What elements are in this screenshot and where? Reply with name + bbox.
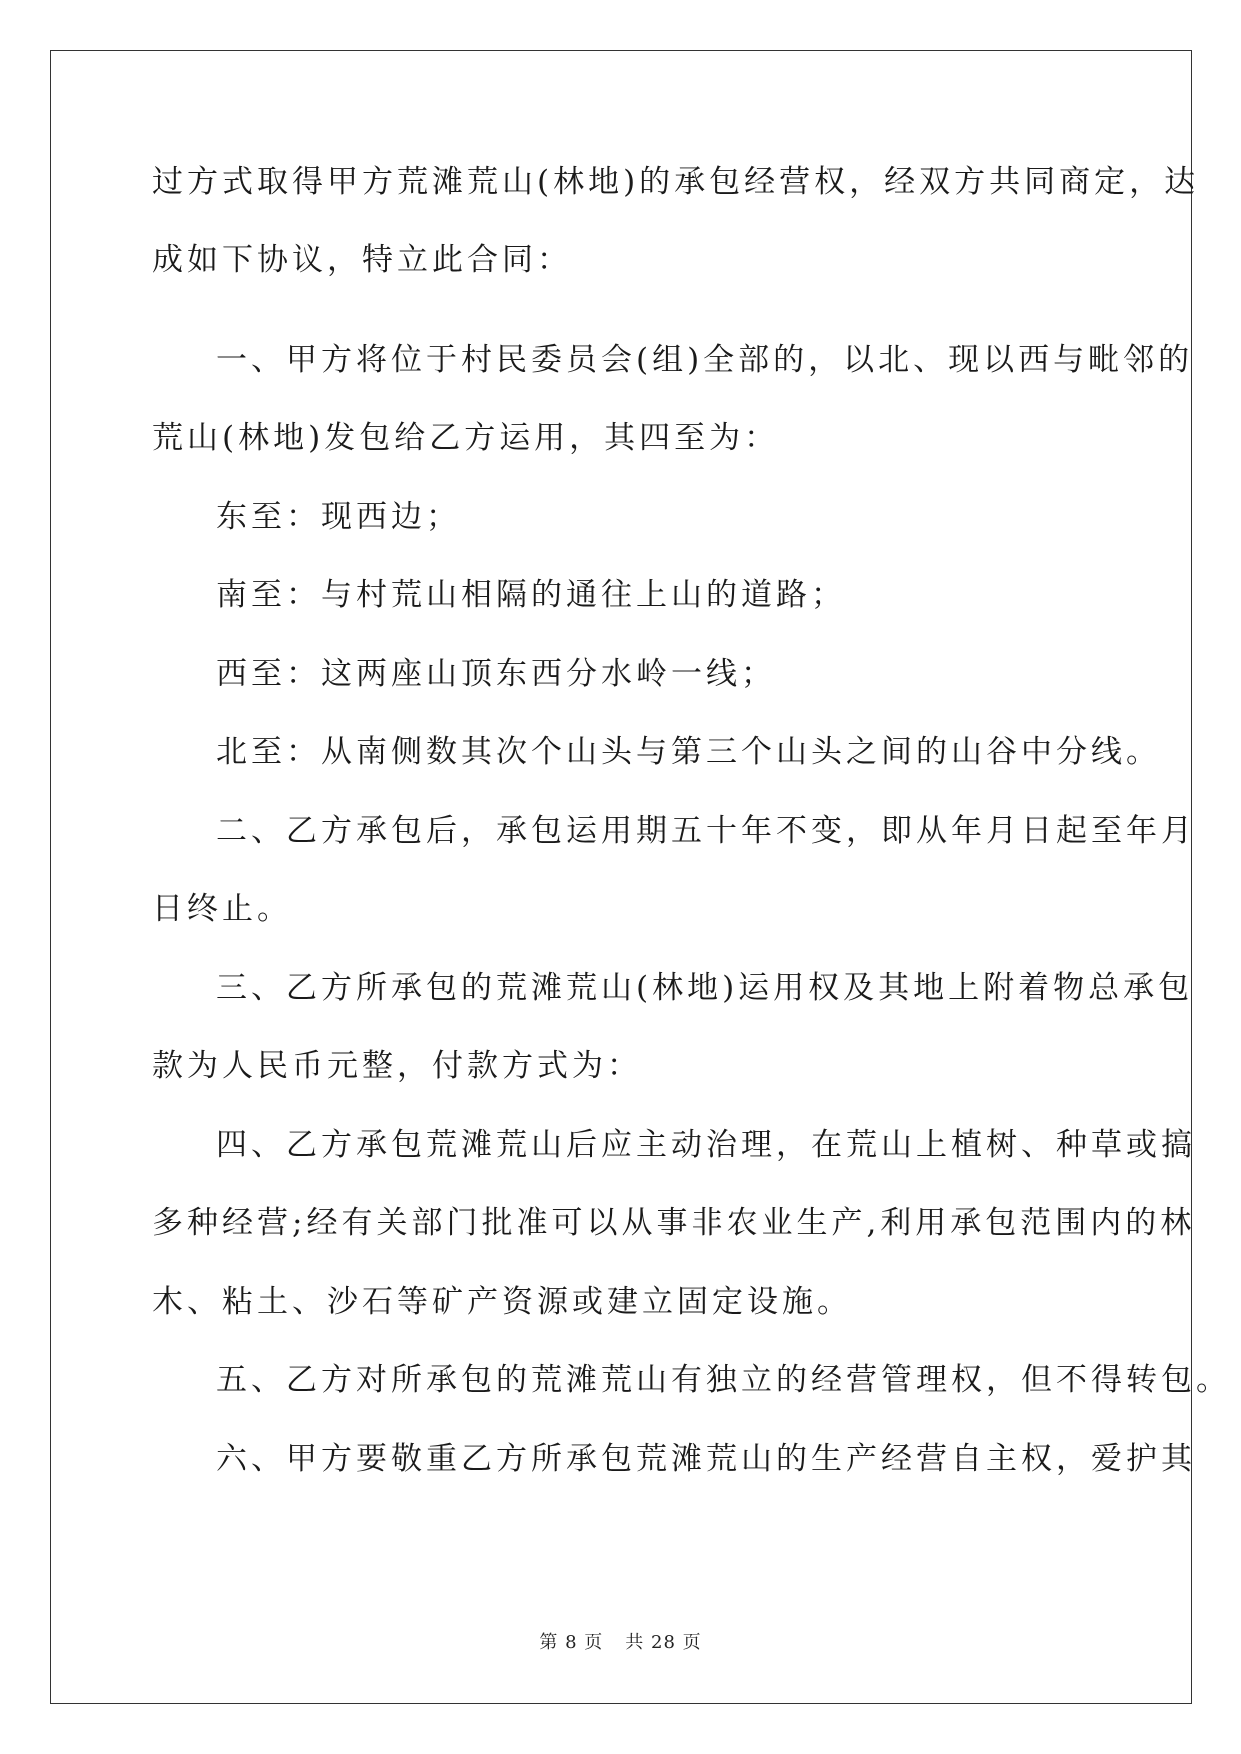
boundary-north: 北至：从南侧数其次个山头与第三个山头之间的山谷中分线。	[216, 734, 1161, 770]
text-line: 多种经营;经有关部门批准可以从事非农业生产,利用承包范围内的林	[152, 1205, 1196, 1241]
text-line: 荒山(林地)发包给乙方运用，其四至为：	[152, 420, 780, 456]
paragraph-six: 六、甲方要敬重乙方所承包荒滩荒山的生产经营自主权，爱护其	[216, 1441, 1196, 1477]
page-footer	[0, 1628, 1241, 1654]
paragraph-three: 三、乙方所承包的荒滩荒山(林地)运用权及其地上附着物总承包	[216, 970, 1194, 1006]
paragraph-five: 五、乙方对所承包的荒滩荒山有独立的经营管理权，但不得转包。	[216, 1362, 1231, 1398]
paragraph-two: 二、乙方承包后，承包运用期五十年不变，即从年月日起至年月	[216, 813, 1196, 849]
text-line: 款为人民币元整，付款方式为：	[152, 1048, 642, 1084]
text-line: 木、粘土、沙石等矿产资源或建立固定设施。	[152, 1284, 852, 1320]
text-line: 日终止。	[152, 891, 292, 927]
text-line: 成如下协议，特立此合同：	[152, 242, 572, 278]
page-number: 第 8 页	[539, 1632, 604, 1653]
paragraph-four: 四、乙方承包荒滩荒山后应主动治理，在荒山上植树、种草或搞	[216, 1127, 1196, 1163]
text-line: 过方式取得甲方荒滩荒山(林地)的承包经营权，经双方共同商定，达	[152, 164, 1200, 200]
boundary-east: 东至：现西边；	[216, 499, 461, 535]
page-total: 共 28 页	[625, 1632, 702, 1653]
boundary-west: 西至：这两座山顶东西分水岭一线；	[216, 656, 776, 692]
paragraph-one: 一、甲方将位于村民委员会(组)全部的，以北、现以西与毗邻的	[216, 342, 1194, 378]
boundary-south: 南至：与村荒山相隔的通往上山的道路；	[216, 577, 846, 613]
